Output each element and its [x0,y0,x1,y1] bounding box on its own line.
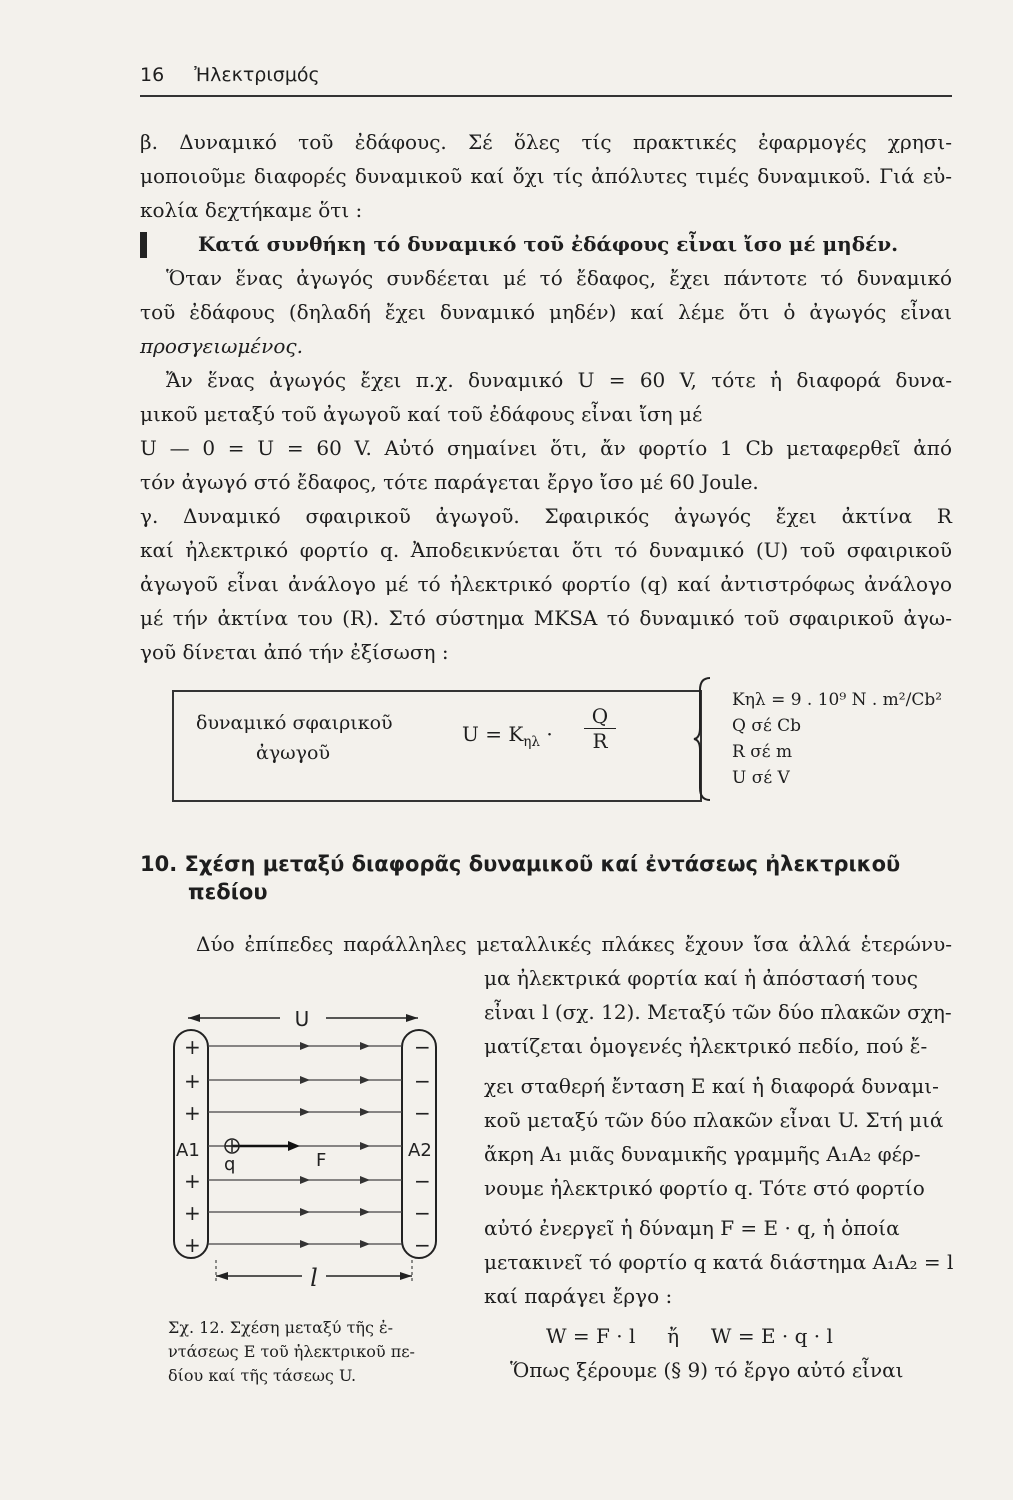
unit-r: R σέ m [732,742,793,762]
sign-plus-6: + [184,1233,201,1257]
figure-12 [160,1004,460,1294]
para-b2-line-7: τόν ἀγωγό στό ἔδαφος, τότε παράγεται ἔργο ἴσο μέ 60 Joule. [140,470,759,494]
equation-fraction [584,704,616,753]
label-l: l [310,1264,318,1292]
para-b2-line-4: Ἄν ἕνας ἀγωγός ἔχει π.χ. δυναμικό U = 60 V, τότε ἡ διαφορά δυνα- [166,368,952,392]
equation-box [172,690,702,802]
sign-plus-2: + [184,1069,201,1093]
caption-line-1: Σχ. 12. Σχέση μεταξύ τῆς ἐ- [168,1318,394,1337]
s10-line-2: μα ἠλεκτρικά φορτία καί ἡ ἀπόστασή τους [484,966,918,990]
section-10-title-2: πεδίου [188,880,268,904]
equation-numerator: Q [584,704,616,729]
para-b2-line-5: μικοῦ μεταξύ τοῦ ἀγωγοῦ καί τοῦ ἐδάφους εἶναι ἴση μέ [140,402,703,426]
equation-label-2: ἀγωγοῦ [256,742,331,764]
s10-line-11: καί παράγει ἔργο : [484,1284,673,1308]
sign-minus-1: − [414,1035,431,1059]
s10-line-10: μετακινεῖ τό φορτίο q κατά διάστημα A₁A₂ = l [484,1250,954,1274]
caption-line-3: δίου καί τῆς τάσεως U. [168,1366,357,1385]
para-b2-line-2: τοῦ ἐδάφους (δηλαδή ἔχει δυναμικό μηδέν) καί λέμε ὅτι ὁ ἀγωγός εἶναι [140,300,952,324]
equation-sub: ηλ [523,734,541,750]
page-number: 16 [140,64,165,86]
para-c-line-5: γοῦ δίνεται ἀπό τήν ἐξίσωση : [140,640,449,664]
sign-plus-1: + [184,1035,201,1059]
sign-minus-5: − [414,1201,431,1225]
s10-line-7: ἄκρη A₁ μιᾶς δυναμικῆς γραμμῆς A₁A₂ φέρ- [484,1142,921,1166]
label-a1: A1 [176,1140,200,1161]
para-c-line-3: ἀγωγοῦ εἶναι ἀνάλογο μέ τό ἠλεκτρικό φορτίο (q) καί ἀντιστρόφως ἀνάλογο [140,572,952,596]
brace-icon [692,676,714,802]
s10-line-12: W = F · l ἤ W = E · q · l [546,1324,833,1348]
rule-marker [140,232,147,258]
para-b2-line-1: Ὅταν ἕνας ἀγωγός συνδέεται μέ τό ἔδαφος, ἔχει πάντοτε τό δυναμικό [166,266,952,290]
equation-lhs: U = K [462,722,524,746]
header-rule [140,95,952,97]
s10-line-5: χει σταθερή ἔνταση E καί ἡ διαφορά δυναμι- [484,1074,939,1098]
caption-line-2: ντάσεως E τοῦ ἠλεκτρικοῦ πε- [168,1342,415,1361]
section-10-title: 10. Σχέση μεταξύ διαφορᾶς δυναμικοῦ καί ἐντάσεως ἠλεκτρικοῦ [140,852,901,876]
s10-line-9: αὐτό ἐνεργεῖ ἡ δύναμη F = E · q, ἡ ὁποία [484,1216,900,1240]
sign-plus-5: + [184,1201,201,1225]
label-u: U [294,1007,310,1031]
label-a2: A2 [408,1140,432,1161]
sign-plus-4: + [184,1169,201,1193]
s10-line-6: κοῦ μεταξύ τῶν δύο πλακῶν εἶναι U. Στή μιά [484,1108,944,1132]
equation-formula [462,722,553,750]
para-b-line-2: μοποιοῦμε διαφορές δυναμικοῦ καί ὄχι τίς ἀπόλυτες τιμές δυναμικοῦ. Γιά εὐ- [140,164,952,188]
sign-minus-4: − [414,1169,431,1193]
unit-u: U σέ V [732,768,790,788]
equation-denominator: R [592,729,608,753]
s10-line-3: εἶναι l (σχ. 12). Μεταξύ τῶν δύο πλακῶν σχη- [484,1000,952,1024]
unit-q: Q σέ Cb [732,716,802,736]
equation-dot: · [546,722,553,746]
para-b-line-1: β. Δυναμικό τοῦ ἐδάφους. Σέ ὅλες τίς πρακτικές ἐφαρμογές χρησι- [140,130,952,154]
para-b2-line-3: προσγειωμένος. [140,334,303,358]
sign-plus-3: + [184,1101,201,1125]
para-c-line-1: γ. Δυναμικό σφαιρικοῦ ἀγωγοῦ. Σφαιρικός ἀγωγός ἔχει ἀκτίνα R [140,504,952,528]
s10-line-1: Δύο ἐπίπεδες παράλληλες μεταλλικές πλάκες ἔχουν ἴσα ἀλλά ἑτερώνυ- [196,932,952,956]
chapter-title: Ἠλεκτρισμός [194,64,320,86]
para-c-line-2: καί ἠλεκτρικό φορτίο q. Ἀποδεικνύεται ὅτι τό δυναμικό (U) τοῦ σφαιρικοῦ [140,538,952,562]
para-b2-line-6: U — 0 = U = 60 V. Αὐτό σημαίνει ὅτι, ἄν φορτίο 1 Cb μεταφερθεῖ ἀπό [140,436,952,460]
s10-line-4: ματίζεται ὁμογενές ἠλεκτρικό πεδίο, πού ἔ- [484,1034,928,1058]
label-q: q [224,1154,236,1175]
para-b-line-3: κολία δεχτήκαμε ὅτι : [140,198,363,222]
equation-label-1: δυναμικό σφαιρικοῦ [196,712,393,734]
label-f: F [316,1150,327,1171]
ground-rule: Κατά συνθήκη τό δυναμικό τοῦ ἐδάφους εἶναι ἴσο μέ μηδέν. [198,232,899,256]
page-header [140,64,320,86]
sign-minus-6: − [414,1233,431,1257]
sign-minus-3: − [414,1101,431,1125]
s10-line-8: νουμε ἠλεκτρικό φορτίο q. Τότε στό φορτίο [484,1176,925,1200]
s10-line-13: Ὅπως ξέρουμε (§ 9) τό ἔργο αὐτό εἶναι [510,1358,904,1382]
sign-minus-2: − [414,1069,431,1093]
para-c-line-4: μέ τήν ἀκτίνα του (R). Στό σύστημα MKSA τό δυναμικό τοῦ σφαιρικοῦ ἀγω- [140,606,952,630]
unit-k: Kηλ = 9 . 10⁹ N . m²/Cb² [732,690,943,710]
